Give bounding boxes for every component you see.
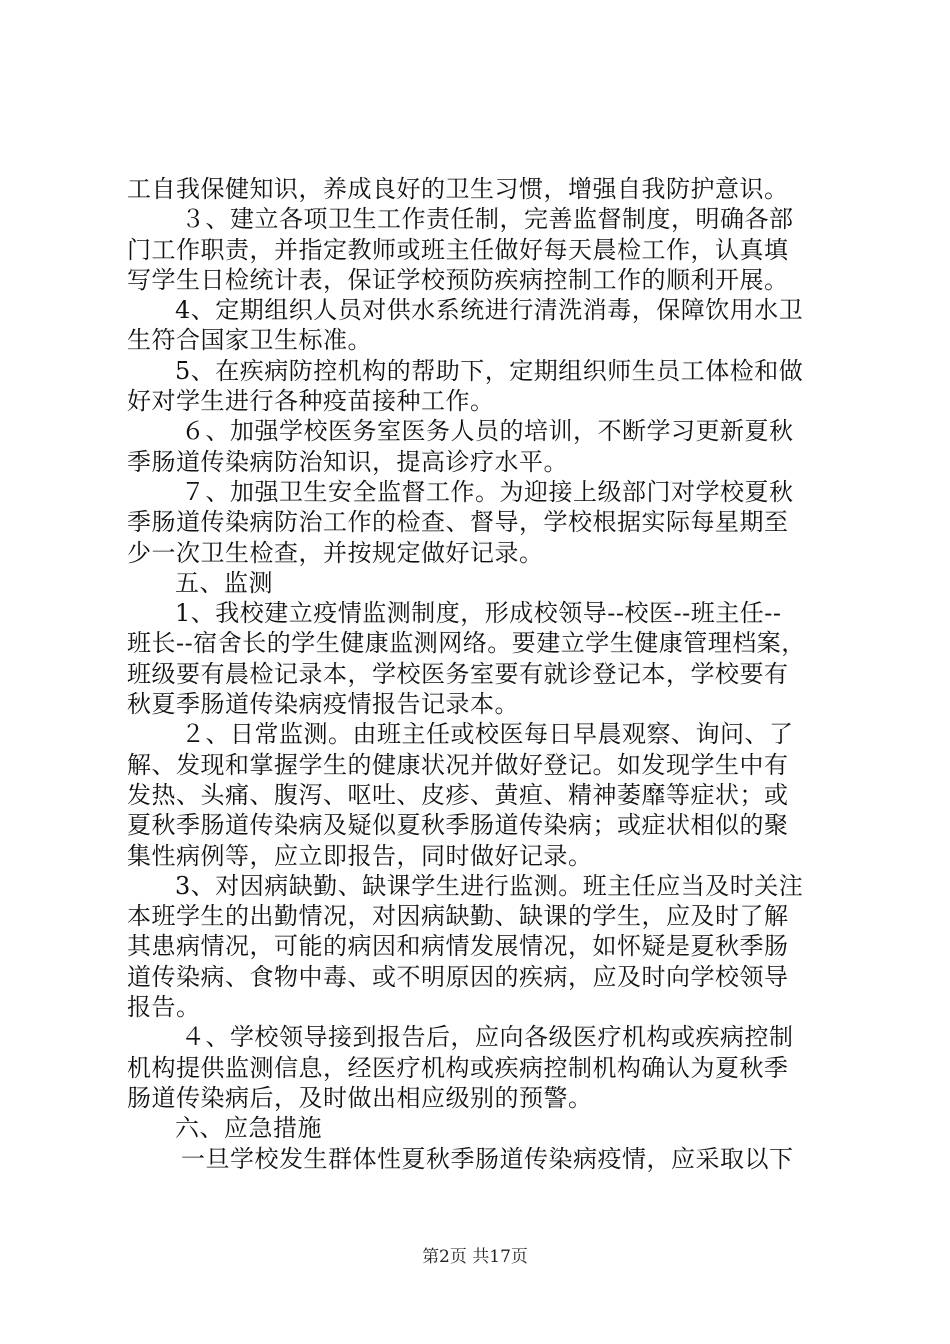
text-line: 门工作职责，并指定教师或班主任做好每天晨检工作，认真填 xyxy=(127,235,789,264)
text-line: 夏秋季肠道传染病及疑似夏秋季肠道传染病；或症状相似的聚 xyxy=(127,811,789,840)
body-text xyxy=(127,174,827,1174)
text-line: 3、对因病缺勤、缺课学生进行监测。班主任应当及时关注 xyxy=(175,871,804,900)
text-line: 季肠道传染病防治知识，提高诊疗水平。 xyxy=(127,447,568,476)
text-line: ２、日常监测。由班主任或校医每日早晨观察、询问、了 xyxy=(181,720,794,749)
text-line: 发热、头痛、腹泻、呕吐、皮疹、黄疸、精神萎靡等症状；或 xyxy=(127,780,789,809)
text-line: 季肠道传染病防治工作的检查、督导，学校根据实际每星期至 xyxy=(127,508,789,537)
text-line: 机构提供监测信息，经医疗机构或疾病控制机构确认为夏秋季 xyxy=(127,1053,789,1082)
text-line: 集性病例等，应立即报告，同时做好记录。 xyxy=(127,841,593,870)
text-line: ３、建立各项卫生工作责任制，完善监督制度，明确各部 xyxy=(181,205,794,234)
text-line: 好对学生进行各种疫苗接种工作。 xyxy=(127,387,495,416)
text-line: 1、我校建立疫情监测制度，形成校领导--校医--班主任-- xyxy=(175,599,782,628)
text-line: ６、加强学校医务室医务人员的培训，不断学习更新夏秋 xyxy=(181,417,794,446)
text-line: 4、定期组织人员对供水系统进行清洗消毒，保障饮用水卫 xyxy=(175,296,804,325)
text-line: 班级要有晨检记录本，学校医务室要有就诊登记本，学校要有 xyxy=(127,659,789,688)
text-line: 一旦学校发生群体性夏秋季肠道传染病疫情，应采取以下 xyxy=(181,1144,794,1173)
text-line: 少一次卫生检查，并按规定做好记录。 xyxy=(127,538,544,567)
text-line: 秋夏季肠道传染病疫情报告记录本。 xyxy=(127,690,519,719)
page-footer: 第2页 共17页 xyxy=(422,1247,528,1267)
text-line: 解、发现和掌握学生的健康状况并做好登记。如发现学生中有 xyxy=(127,750,789,779)
text-line: 5、在疾病防控机构的帮助下，定期组织师生员工体检和做 xyxy=(175,356,804,385)
text-line: 六、应急措施 xyxy=(175,1114,322,1143)
text-line: 生符合国家卫生标准。 xyxy=(127,326,372,355)
text-line: 报告。 xyxy=(127,993,201,1022)
text-line: 五、监测 xyxy=(175,568,273,597)
text-line: 其患病情况，可能的病因和病情发展情况，如怀疑是夏秋季肠 xyxy=(127,932,789,961)
text-line: 工自我保健知识，养成良好的卫生习惯，增强自我防护意识。 xyxy=(127,175,789,203)
text-line: 写学生日检统计表，保证学校预防疾病控制工作的顺利开展。 xyxy=(127,265,789,294)
text-line: ４、学校领导接到报告后，应向各级医疗机构或疾病控制 xyxy=(181,1023,794,1052)
text-line: 本班学生的出勤情况，对因病缺勤、缺课的学生，应及时了解 xyxy=(127,902,789,931)
text-line: 肠道传染病后，及时做出相应级别的预警。 xyxy=(127,1083,593,1112)
text-line: 道传染病、食物中毒、或不明原因的疾病，应及时向学校领导 xyxy=(127,962,789,991)
text-line: ７、加强卫生安全监督工作。为迎接上级部门对学校夏秋 xyxy=(181,477,794,506)
text-line: 班长--宿舍长的学生健康监测网络。要建立学生健康管理档案， xyxy=(127,629,806,658)
